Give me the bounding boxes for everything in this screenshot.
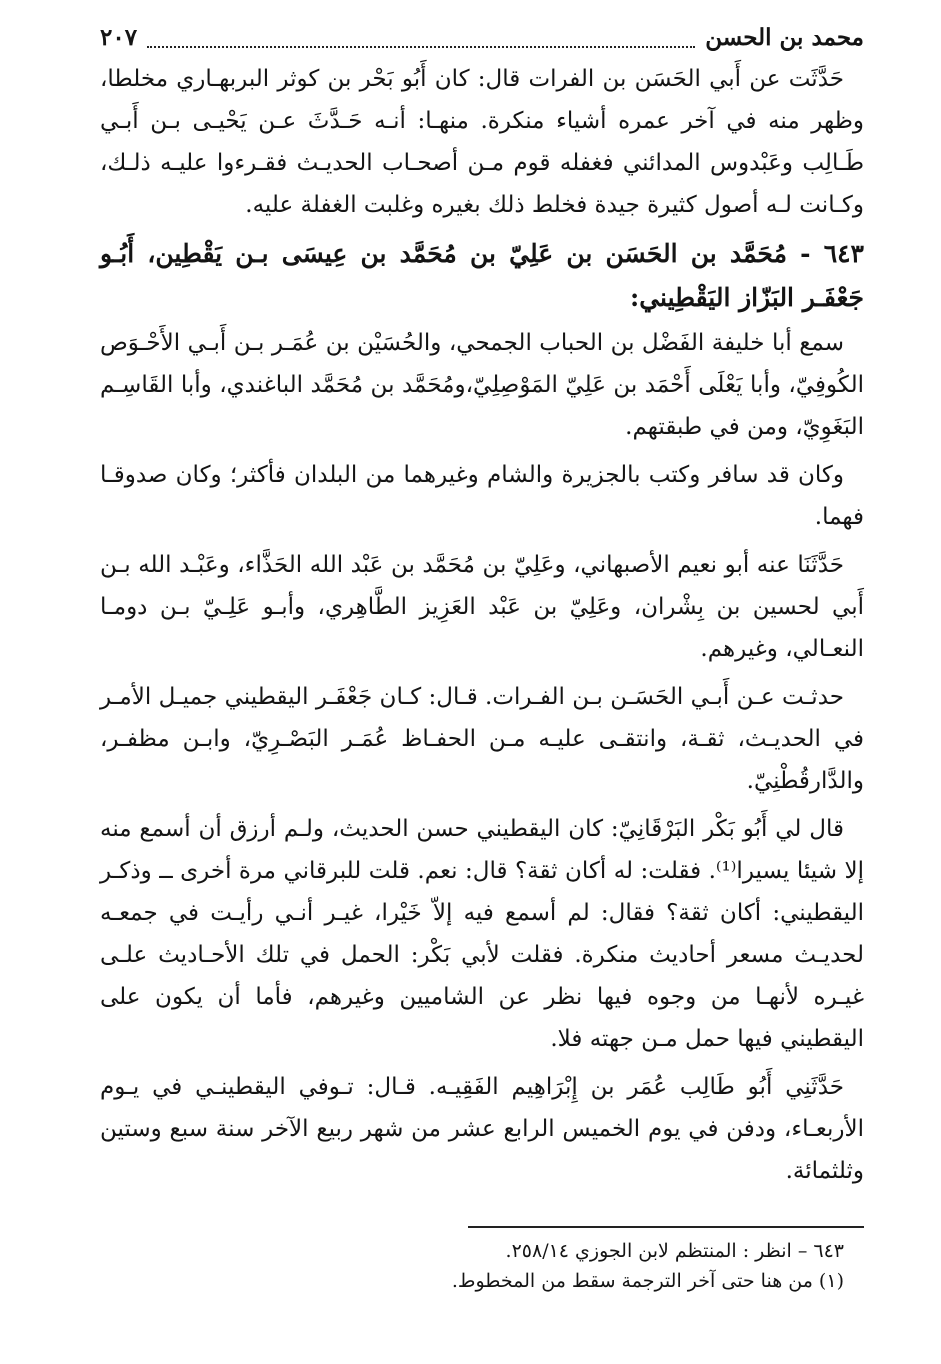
running-head-title: محمد بن الحسن	[705, 24, 864, 51]
entry-paragraph: وكان قد سافر وكتب بالجزيرة والشام وغيرهما من البلدان فأكثر؛ وكان صدوقـا فهما.	[100, 462, 864, 530]
entry-heading: ٦٤٣ - مُحَمَّد بن الحَسَن بن عَلِيّ بن مُحَمَّد بن عِيسَى بـن يَقْطِين، أَبُـو جَعْفَـر البَزّاز اليَقْطِيني:	[100, 239, 864, 312]
entry-paragraph: حدثـت عـن أَبـي الحَسَـن بـن الفـرات. قـال: كـان جَعْفَـر اليقطيني جميـل الأمـر في الحديـث، ثقـة، وانتقـى عليـه مـن الحفـاظ عُمَـر البَصْـرِيّ، وابـن مظفـر، والدَّارقُطْنِيّ.	[100, 684, 864, 794]
book-page	[100, 18, 864, 1192]
footnote-separator	[468, 1226, 864, 1228]
entry-paragraph: حَدَّثَنَا عنه أبو نعيم الأصبهاني، وعَلِيّ بن مُحَمَّد بن عَبْد الله الحَذَّاء، وعَبْـد الله بـن أَبي لحسين بن بِشْران، وعَلِيّ بن عَبْد العَزِيز الطَّاهِري، وأبـو عَلِـيّ بـن دومـا النعـالي، وغيرهم.	[100, 552, 864, 662]
page-number: ٢٠٧	[100, 24, 138, 51]
footnote-1: (١) من هنا حتى آخر الترجمة سقط من المخطوط.	[451, 1270, 844, 1292]
entry-paragraph: سمع أبا خليفة الفَضْل بن الحباب الجمحي، والحُسَيْن بن عُمَـر بـن أَبـي الأَحْـوَص الكُوفِيّ، وأبا يَعْلَى أَحْمَد بن عَلِيّ المَوْصِلِيّ،ومُحَمَّد بن مُحَمَّد الباغندي، وأبا القَاسِـم البَغَوِيّ، ومن في طبقتهم.	[100, 330, 864, 440]
entry-paragraph: قال لي أَبُو بَكْر البَرْقَانِيّ: كان اليقطيني حسن الحديث، ولـم أرزق أن أسمع منه إلا شيئا يسيرا⁽¹⁾. فقلت: له أكان ثقة؟ قال: نعم. قلت للبرقاني مرة أخرى ــ وذكـر اليقطيني: أكان ثقة؟ فقال: لم أسمع فيه إلاّ خَيْرا، غيـر أنـي رأيـت في جمعـه لحديـث مسعر أحاديث منكرة. فقلت لأبي بَكْر: الحمل في تلك الأحـاديث علـى غيـره لأنهـا من وجوه فيها نظر عن الشاميين وغيرهم، فأما أن يكون على اليقطيني فيها حمل مـن جهته فلا.	[100, 816, 864, 1052]
running-head	[100, 18, 864, 58]
leader-dots	[147, 28, 695, 48]
footnotes	[100, 1236, 864, 1296]
footnote-source: ٦٤٣ – انظر : المنتظم لابن الجوزي ٢٥٨/١٤.	[505, 1240, 844, 1262]
previous-entry-paragraph: حَدَّثَت عن أَبي الحَسَن بن الفرات قال: كان أَبُو بَحْر بن كوثر البربهـاري مخلطا، وظهر منه في آخر عمره أشياء منكرة. منهـا: أنـه حَـدَّثَ عـن يَحْيـى بـن أَبـي طَـالِب وعَبْدوس المدائني فغفله قوم مـن أصحـاب الحديـث فقـرءوا عليـه ذلـك، وكـانت لـه أصول كثيرة جيدة فخلط ذلك بغيره وغلبت الغفلة عليه.	[100, 66, 864, 218]
entry-paragraph: حَدَّثَنِي أَبُو طَالِب عُمَر بن إِبْرَاهِيم الفَقِيـه. قـال: تـوفي اليقطينـي في يـوم الأربعـاء، ودفن في يوم الخميس الرابع عشر من شهر ربيع الآخر سنة سبع وستين وثلثمائة.	[100, 1074, 864, 1184]
